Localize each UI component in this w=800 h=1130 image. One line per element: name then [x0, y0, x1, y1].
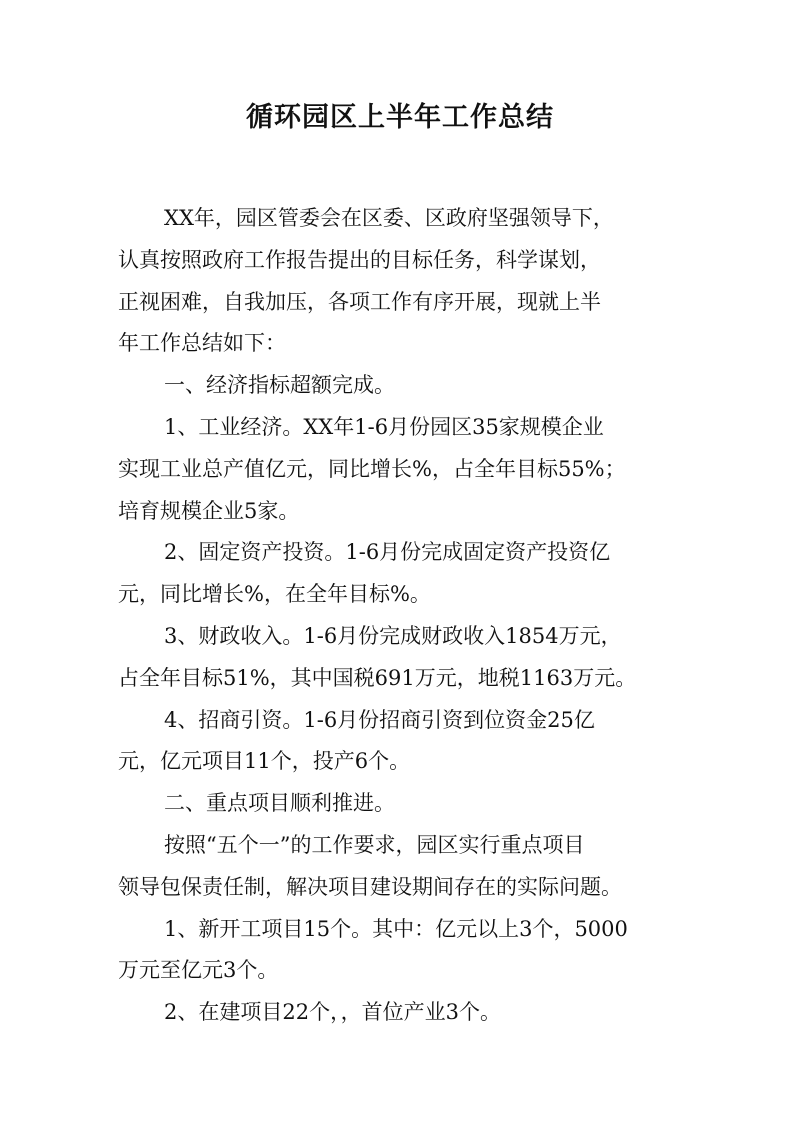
body-line-19: 万元至亿元3个。: [118, 958, 279, 983]
section-heading-projects: 二、重点项目顺利推进。: [164, 791, 395, 816]
body-line-18: 1、新开工项目15个。其中：亿元以上3个，5000: [164, 916, 628, 941]
body-line-14: 元，亿元项目11个，投产6个。: [118, 749, 411, 774]
body-line-11: 3、财政收入。1-6月份完成财政收入1854万元，: [164, 623, 622, 648]
body-line-12: 占全年目标51%，其中国税691万元，地税1163万元。: [118, 665, 637, 690]
body-line-4: 年工作总结如下：: [118, 331, 286, 356]
body-line-10: 元，同比增长%，在全年目标%。: [118, 582, 431, 607]
body-line-3: 正视困难，自我加压，各项工作有序开展，现就上半: [118, 289, 601, 314]
body-line-16: 按照“五个一”的工作要求，园区实行重点项目: [164, 832, 585, 857]
section-heading-economy: 一、经济指标超额完成。: [164, 373, 395, 398]
body-line-9: 2、固定资产投资。1-6月份完成固定资产投资亿: [164, 540, 611, 565]
body-line-7: 实现工业总产值亿元，同比增长%，占全年目标55%；: [118, 456, 626, 481]
body-line-20: 2、在建项目22个，，首位产业3个。: [164, 1000, 501, 1025]
body-line-17: 领导包保责任制，解决项目建设期间存在的实际问题。: [118, 874, 622, 899]
body-line-6: 1、工业经济。XX年1-6月份园区35家规模企业: [164, 414, 604, 439]
document-title: 循环园区上半年工作总结: [246, 102, 554, 133]
body-line-13: 4、招商引资。1-6月份招商引资到位资金25亿: [164, 707, 595, 732]
body-line-1: XX年，园区管委会在区委、区政府坚强领导下，: [164, 206, 614, 230]
body-line-8: 培育规模企业5家。: [118, 498, 300, 523]
body-line-2: 认真按照政府工作报告提出的目标任务，科学谋划，: [118, 247, 601, 272]
document-body: [118, 198, 688, 1034]
